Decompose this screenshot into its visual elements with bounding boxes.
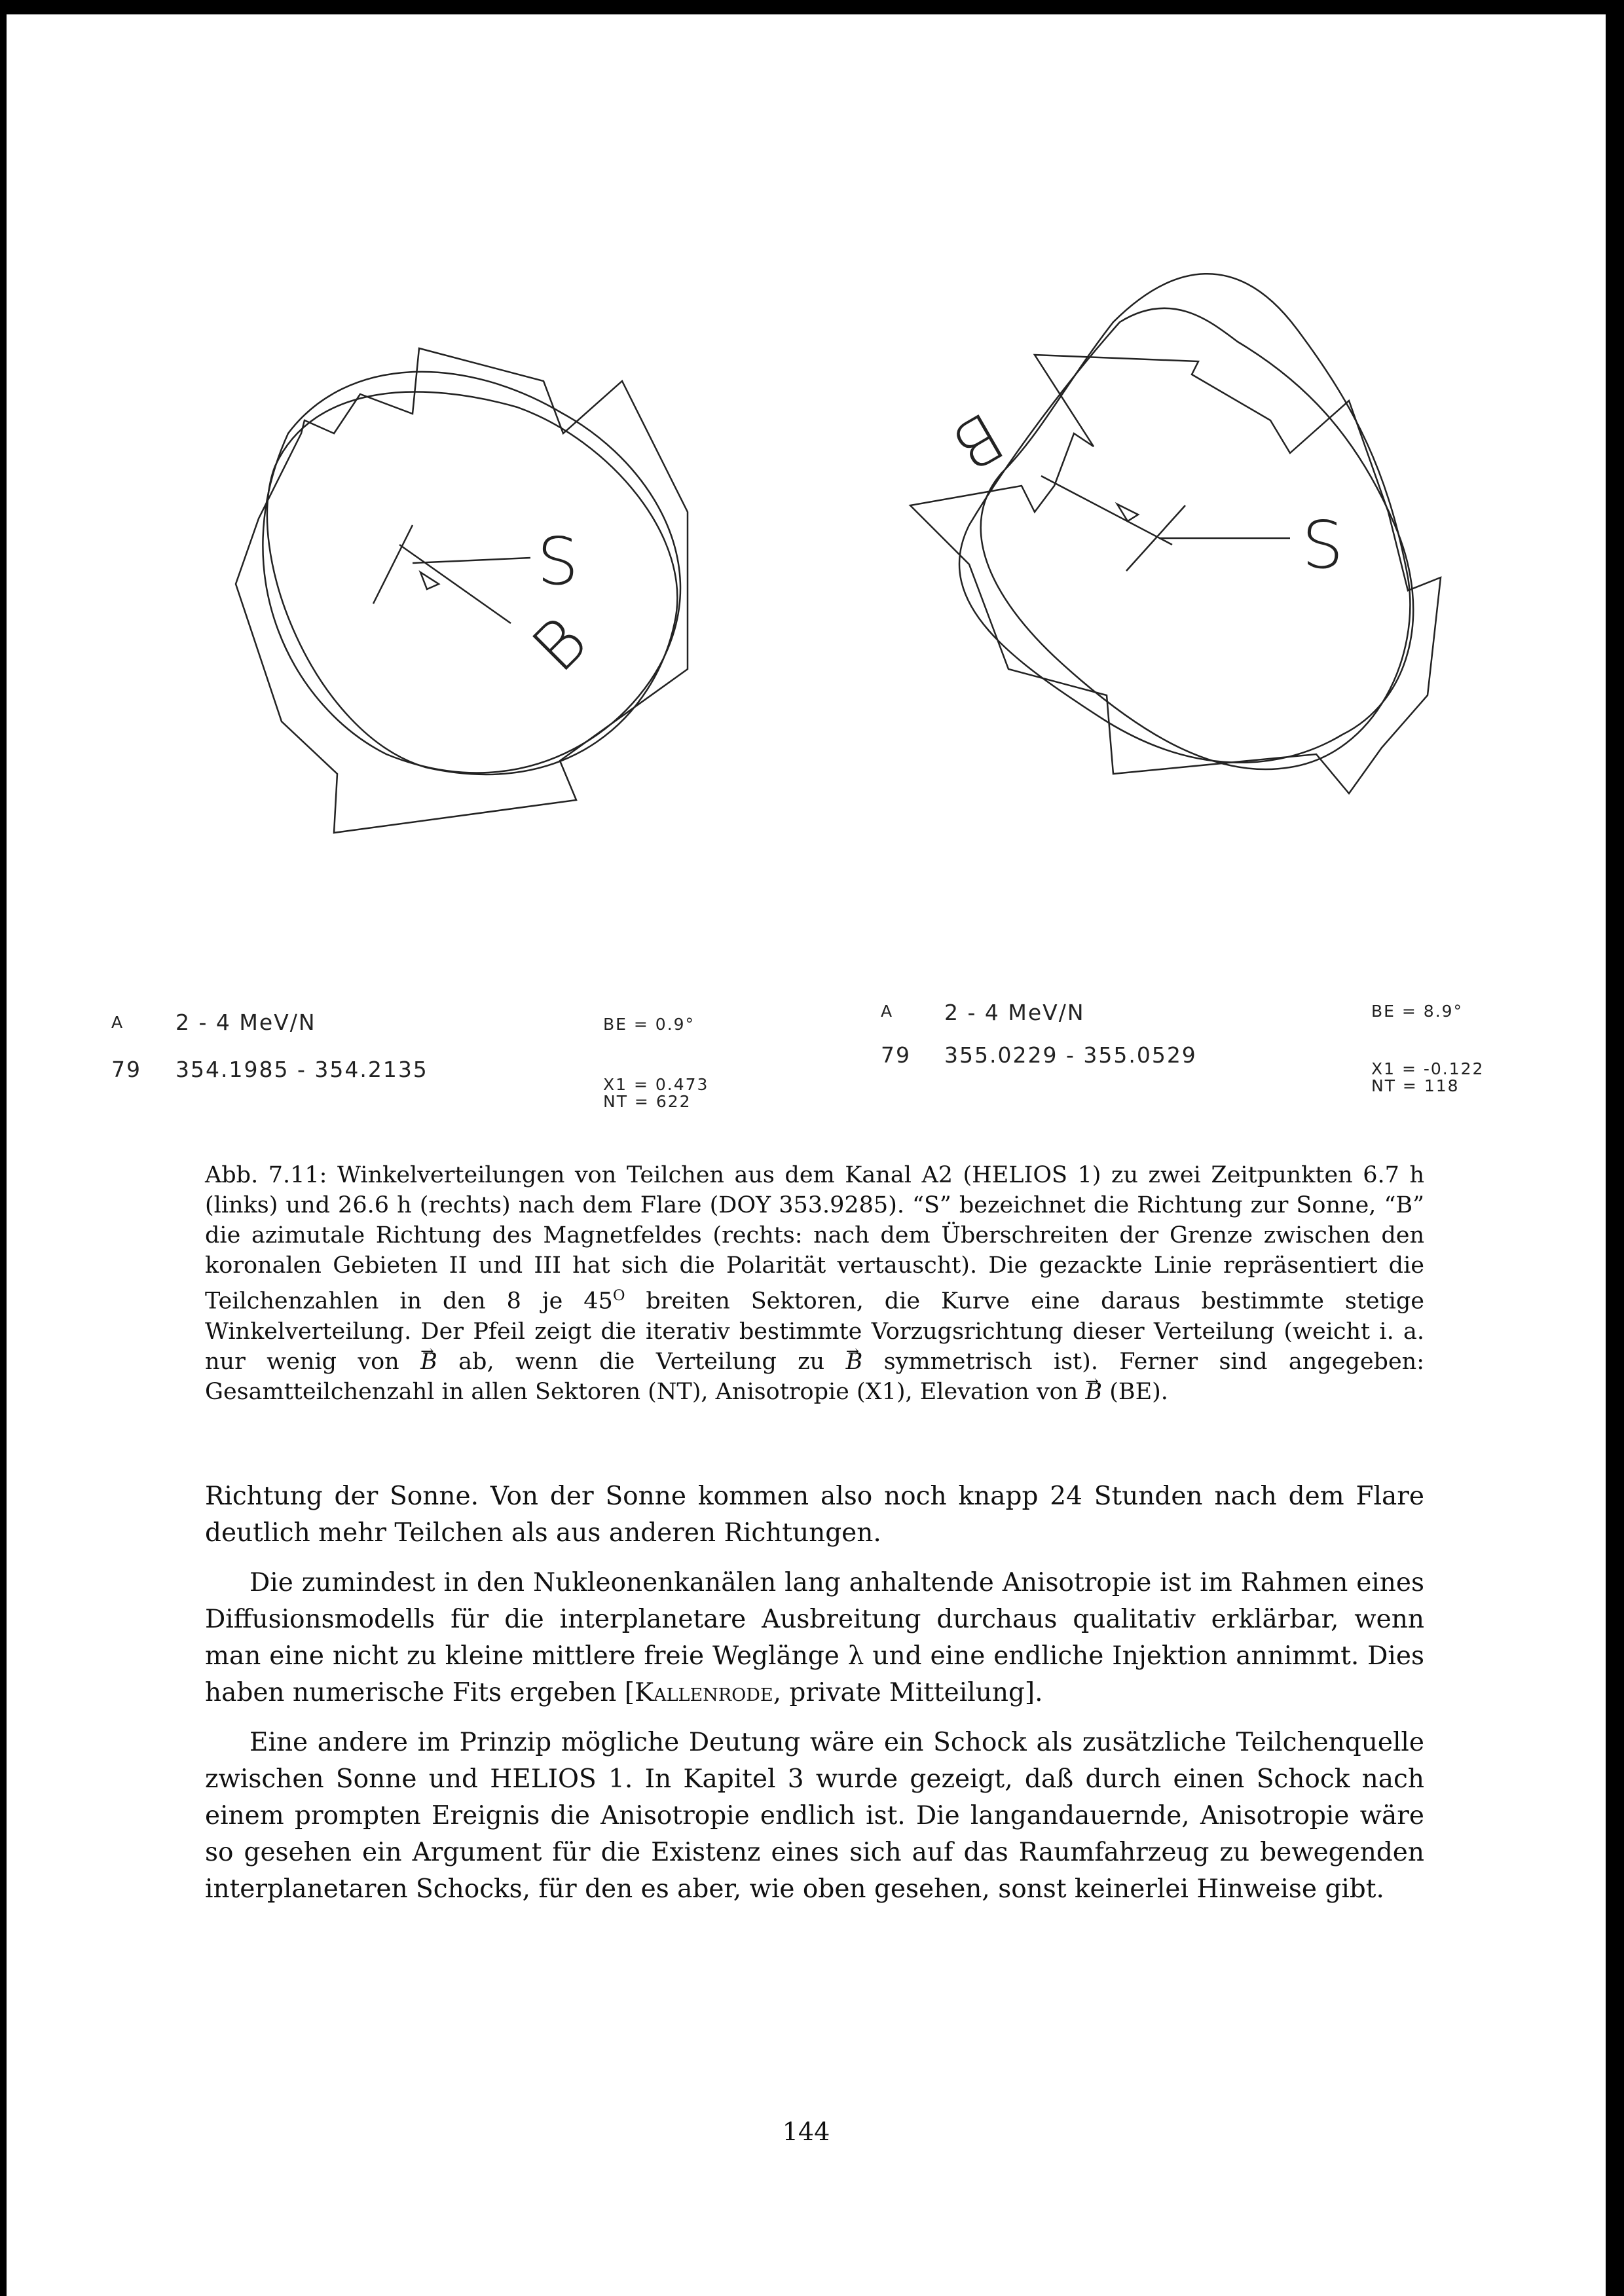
left-x1-value: X1 = 0.473	[603, 1075, 709, 1094]
right-be-value: BE = 8.9°	[1371, 1002, 1464, 1021]
right-b-field-line	[1041, 476, 1172, 545]
left-cross-line	[373, 525, 413, 604]
left-nt-value: NT = 622	[603, 1092, 692, 1111]
left-be-value: BE = 0.9°	[603, 1015, 695, 1034]
right-fitted-curve-inner	[959, 308, 1413, 763]
right-year: 79	[881, 1042, 911, 1068]
page	[7, 14, 1606, 2296]
right-energy-range: 2 - 4 MeV/N	[944, 1000, 1085, 1025]
caption-text-1: Winkelverteilungen von Teilchen aus dem Kanal A2 (HELIOS 1) zu zwei Zeitpunkten 6.7 h (links) und 26.6 h (rechts) nach dem Flare (DOY 353.9285). “S” bezeichnet die Richtung zur Sonne, “B” die azimutale Richtung des Magnetfeldes (rechts: nach dem Überschreiten der Grenze zwischen den koronalen Gebieten II und III hat sich die Polarität vertauscht). Die gezackte Linie repräsentiert die Teilchenzahlen in den 8 je 45	[205, 1162, 1424, 1315]
right-time-range: 355.0229 - 355.0529	[944, 1042, 1197, 1068]
right-anisotropy-arrow-icon	[1117, 504, 1138, 521]
figure-caption	[205, 1160, 1424, 1407]
body-text	[205, 1478, 1424, 1908]
left-time-range: 354.1985 - 354.2135	[175, 1057, 428, 1082]
right-fitted-curve	[981, 274, 1411, 769]
left-b-field-label: B	[517, 602, 602, 687]
left-channel-label: A	[111, 1013, 124, 1032]
left-sun-direction-line	[413, 558, 530, 563]
paragraph-3: Eine andere im Prinzip mögliche Deutung wäre ein Schock als zusätzliche Teilchenquelle zwischen Sonne und HELIOS 1. In Kapitel 3 wurde gezeigt, daß durch einen Schock nach einem prompten Ereignis die Anisotropie endlich ist. Die langandauernde, Anisotropie wäre so gesehen ein Argument für die Existenz eines sich auf das Raumfahrzeug zu bewegenden interplanetaren Schocks, für den es aber, wie oben gesehen, sonst keinerlei Hinweise gibt.	[205, 1728, 1424, 1904]
left-fitted-curve-inner	[267, 392, 677, 774]
left-fitted-curve	[263, 372, 680, 773]
left-anisotropy-arrow-icon	[420, 572, 439, 589]
b-vector-symbol: → B	[1085, 1377, 1102, 1407]
page-number: 144	[782, 2117, 830, 2146]
left-year: 79	[111, 1057, 141, 1082]
paragraph-2	[205, 1565, 1424, 1711]
left-sector-histogram	[236, 348, 688, 833]
caption-text-4: symmetrisch ist). Ferner sind angegeben: Gesamtteilchenzahl in allen Sektoren (NT), Anisotropie (X1), Elevation von	[205, 1348, 1425, 1405]
caption-degree-symbol: O	[612, 1287, 625, 1304]
right-b-field-label: B	[940, 397, 1016, 485]
citation-author: Kallenrode	[634, 1678, 773, 1707]
caption-label: Abb. 7.11:	[205, 1162, 327, 1188]
angular-distribution-figures	[7, 14, 1606, 996]
paragraph-1: Richtung der Sonne. Von der Sonne kommen also noch knapp 24 Stunden nach dem Flare deutlich mehr Teilchen als aus anderen Richtungen.	[205, 1482, 1424, 1548]
caption-text-5: (BE).	[1102, 1378, 1168, 1405]
paragraph-2-text: Die zumindest in den Nukleonenkanälen lang anhaltende Anisotropie ist im Rahmen eines Diffusionsmodells für die interplanetare Ausbreitung durchaus qualitativ erklärbar, wenn man eine nicht zu kleine mittlere freie Weglänge λ und eine endliche Injektion annimmt. Dies haben numerische Fits ergeben [	[205, 1568, 1424, 1707]
paragraph-2-text-end: , private Mitteilung].	[773, 1678, 1043, 1707]
right-sun-label: S	[1302, 507, 1344, 583]
left-energy-range: 2 - 4 MeV/N	[175, 1010, 316, 1035]
b-vector-symbol: → B	[420, 1347, 437, 1377]
left-b-field-line	[399, 545, 511, 623]
right-channel-label: A	[881, 1002, 894, 1021]
b-vector-symbol: → B	[846, 1347, 863, 1377]
right-nt-value: NT = 118	[1371, 1076, 1460, 1095]
caption-text-3: ab, wenn die Verteilung zu	[437, 1348, 846, 1375]
caption-text-2: breiten Sektoren, die Kurve eine daraus bestimmte stetige Winkelverteilung. Der Pfeil zeigt die iterativ bestimmte Vorzugsrichtung dieser Verteilung (weicht i. a. nur wenig von	[205, 1288, 1424, 1375]
right-x1-value: X1 = -0.122	[1371, 1059, 1485, 1078]
left-sun-label: S	[537, 523, 579, 600]
